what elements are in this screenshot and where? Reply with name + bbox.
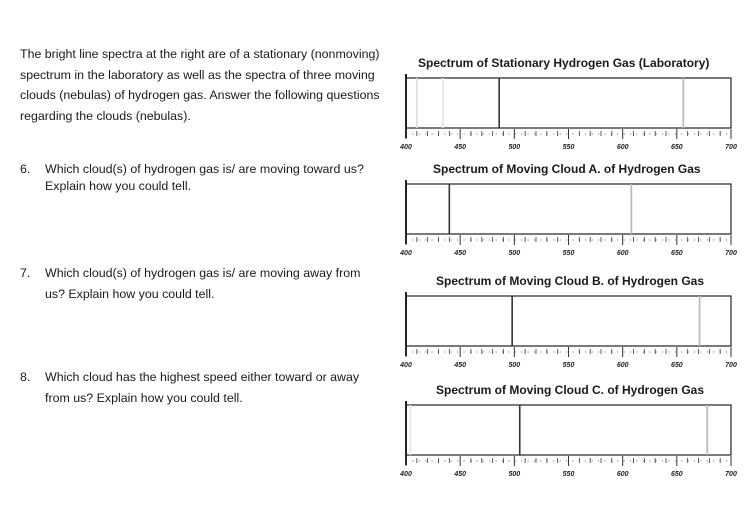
spectrum-title: Spectrum of Moving Cloud B. of Hydrogen Gas: [436, 274, 705, 288]
spectrum-chart: [398, 274, 740, 374]
question-text: Which cloud has the highest speed either toward or away from us? Explain how you could tell.: [45, 370, 360, 405]
spectrum-chart: [398, 383, 740, 483]
spectrum-title: Spectrum of Moving Cloud C. of Hydrogen Gas: [436, 383, 705, 397]
question-8: [20, 367, 380, 408]
spectrum-panel-cloud-c: [398, 383, 740, 493]
spectrum-chart: [398, 56, 740, 156]
axis-tick-label: 700: [725, 250, 737, 257]
question-number: 8.: [20, 370, 31, 384]
spectrum-title: Spectrum of Moving Cloud A. of Hydrogen Gas: [433, 162, 701, 176]
spectrum-box: [406, 405, 731, 455]
axis-tick-label: 450: [454, 362, 467, 369]
axis-tick-label: 550: [562, 144, 575, 151]
axis-tick-label: 400: [400, 250, 412, 257]
spectrum-title: Spectrum of Stationary Hydrogen Gas (Laboratory): [418, 56, 710, 70]
question-7: [20, 263, 380, 304]
axis-tick-label: 450: [454, 144, 467, 151]
axis-tick-label: 450: [454, 250, 467, 257]
axis-tick-label: 700: [725, 362, 737, 369]
axis-tick-label: 650: [670, 144, 683, 151]
spectrum-box: [406, 184, 731, 234]
axis-tick-label: 600: [616, 471, 629, 478]
axis-tick-label: 550: [562, 362, 575, 369]
axis-tick-label: 450: [454, 471, 467, 478]
axis-tick-label: 650: [670, 250, 683, 257]
question-6: [20, 161, 380, 195]
axis-tick-label: 700: [725, 144, 737, 151]
axis-tick-label: 550: [562, 471, 575, 478]
axis-tick-label: 700: [725, 471, 737, 478]
spectrum-box: [406, 296, 731, 346]
spectrum-panel-cloud-b: [398, 274, 740, 384]
question-text: Which cloud(s) of hydrogen gas is/ are moving toward us? Explain how you could tell.: [45, 162, 364, 193]
question-text: Which cloud(s) of hydrogen gas is/ are moving away from us? Explain how you could tell.: [45, 266, 361, 301]
axis-tick-label: 550: [562, 250, 575, 257]
axis-tick-label: 500: [508, 362, 521, 369]
spectrum-box: [406, 78, 731, 128]
axis-tick-label: 500: [508, 471, 521, 478]
intro-paragraph: The bright line spectra at the right are of a stationary (nonmoving) spectrum in the laboratory as well as the spectra of three moving clouds (nebulas) of hydrogen gas. Answer the following questions regarding the clouds (nebulas).: [20, 47, 380, 123]
axis-tick-label: 600: [616, 362, 629, 369]
axis-tick-label: 400: [400, 362, 412, 369]
axis-tick-label: 400: [400, 144, 412, 151]
question-number: 6.: [20, 162, 31, 176]
axis-tick-label: 600: [616, 250, 629, 257]
spectrum-panel-cloud-a: [398, 162, 740, 272]
axis-tick-label: 600: [616, 144, 629, 151]
question-number: 7.: [20, 266, 31, 280]
axis-tick-label: 500: [508, 250, 521, 257]
axis-tick-label: 650: [670, 362, 683, 369]
axis-tick-label: 500: [508, 144, 521, 151]
spectrum-chart: [398, 162, 740, 262]
axis-tick-label: 400: [400, 471, 412, 478]
spectrum-panel-laboratory: [398, 56, 740, 166]
axis-tick-label: 650: [670, 471, 683, 478]
